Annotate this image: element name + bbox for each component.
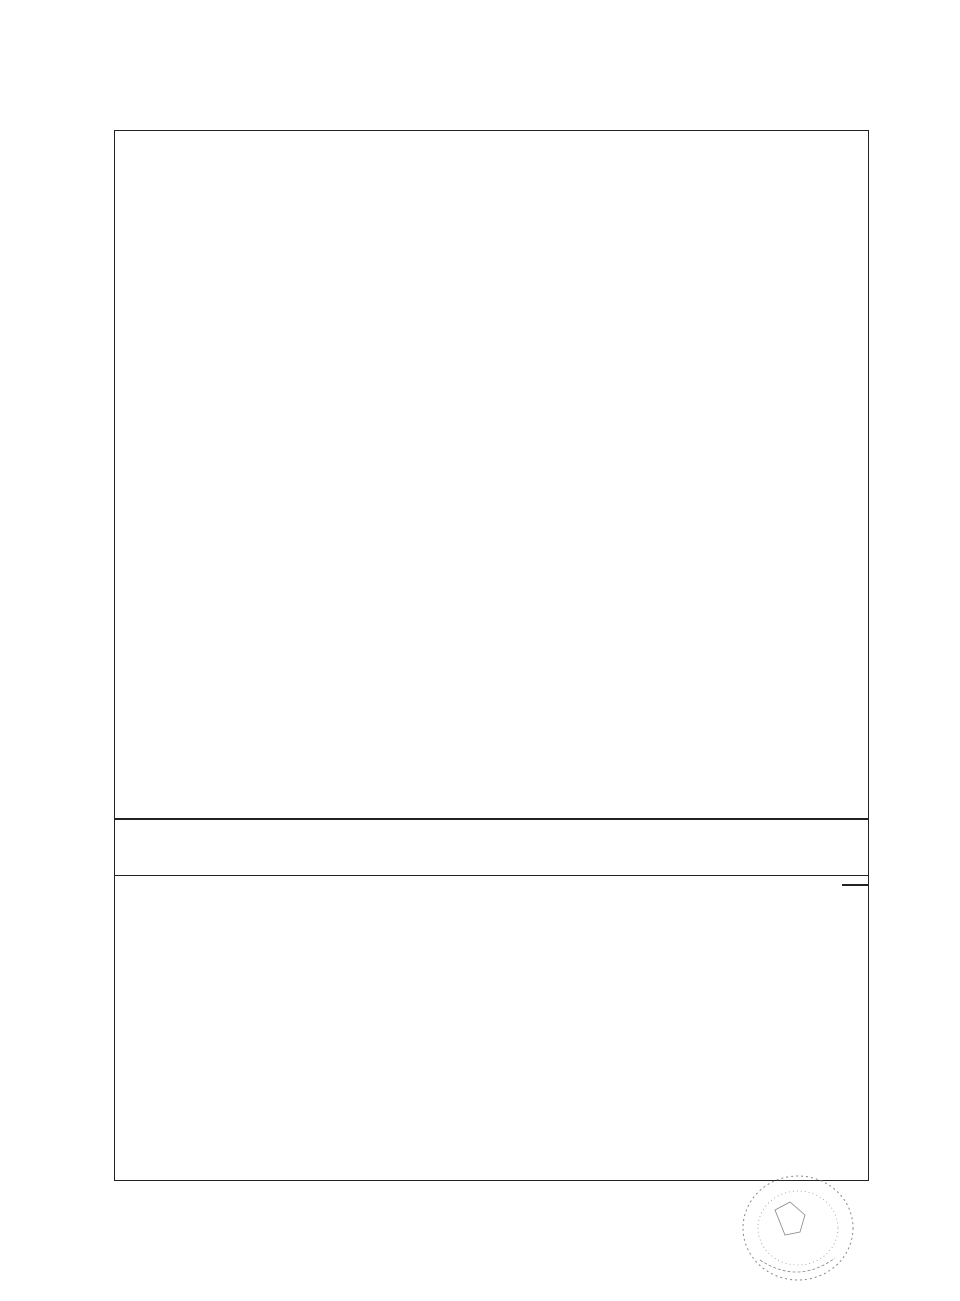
section-heading-box — [114, 818, 869, 876]
bibliography-box — [114, 130, 869, 820]
stamp-icon — [730, 1170, 860, 1295]
corner-rule — [842, 884, 868, 886]
section-heading — [115, 819, 868, 875]
activities-box — [114, 875, 869, 1181]
